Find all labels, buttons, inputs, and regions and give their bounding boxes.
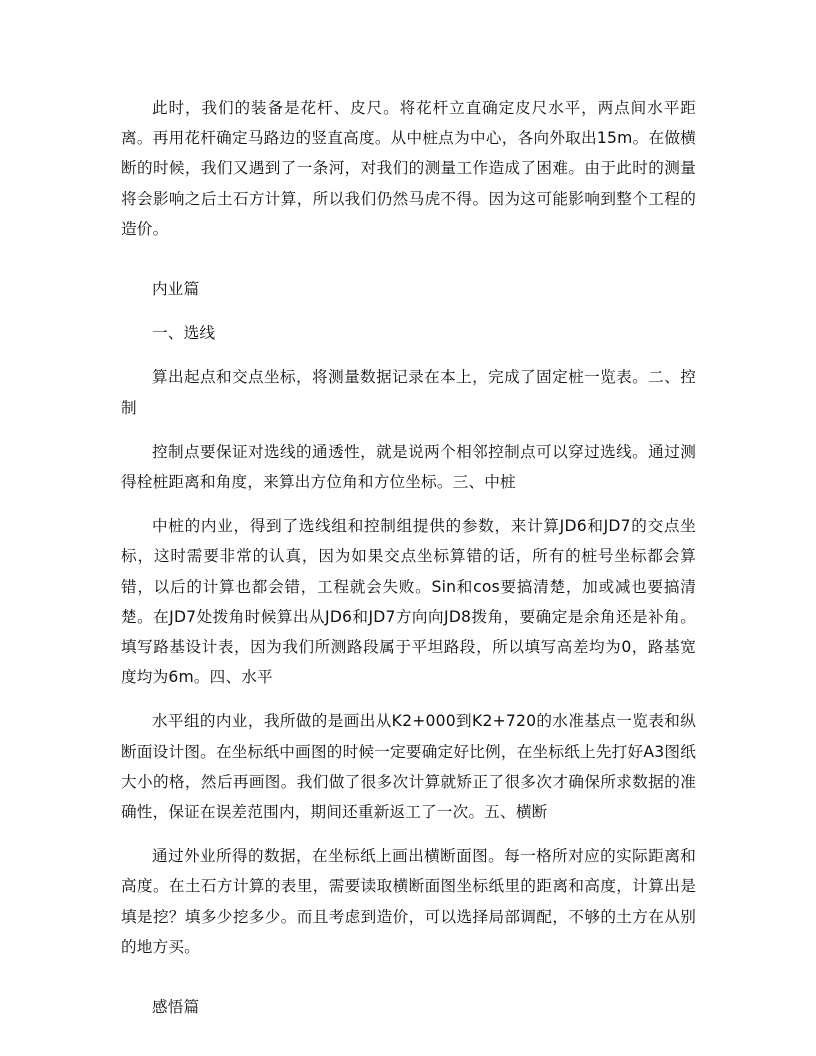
paragraph-zhongzhuang: 中桩的内业，得到了选线组和控制组提供的参数，来计算JD6和JD7的交点坐标，这时需要非常的认真，因为如果交点坐标算错的话，所有的桩号坐标都会算错，以后的计算也都会错，工程就会失败。Sin和cos要搞清楚，加或减也要搞清楚。在JD7处拨角时候算出从JD6和JD7方向向JD8拨角，要确定是余角还是补角。填写路基设计表，因为我们所测路段属于平坦路段，所以填写高差均为0，路基宽度均为6m。四、水平: [121, 517, 696, 687]
spacer: [121, 304, 696, 318]
subheading-xuanxian: 一、选线: [152, 324, 216, 343]
spacer: [121, 423, 696, 437]
document-body: [121, 93, 696, 1022]
spacer: [121, 692, 696, 706]
section-heading-ganwu: 感悟篇: [152, 998, 200, 1017]
spacer: [121, 827, 696, 841]
paragraph-kongzhi: 控制点要保证对选线的通透性，就是说两个相邻控制点可以穿过选线。通过测得栓桩距离和角度，来算出方位角和方位坐标。三、中桩: [121, 442, 696, 492]
section-heading-neiye: 内业篇: [152, 280, 200, 299]
paragraph-shuiping: 水平组的内业，我所做的是画出从K2+000到K2+720的水准基点一览表和纵断面设计图。在坐标纸中画图的时候一定要确定好比例，在坐标纸上先打好A3图纸大小的格，然后再画图。我们做了很多次计算就矫正了很多次才确保所求数据的准确性，保证在误差范围内，期间还重新返工了一次。五、横断: [121, 712, 696, 822]
spacer: [121, 244, 696, 274]
paragraph-xuanxian: 算出起点和交点坐标，将测量数据记录在本上，完成了固定桩一览表。二、控制: [121, 368, 696, 417]
paragraph-hengduan: 通过外业所得的数据，在坐标纸上画出横断面图。每一格所对应的实际距离和高度。在土石方计算的表里，需要读取横断面图坐标纸里的距离和高度，计算出是填是挖？填多少挖多少。而且考虑到造价，可以选择局部调配，不够的土方在从别的地方买。: [121, 847, 696, 956]
spacer: [121, 497, 696, 511]
paragraph-field-measurement: 此时，我们的装备是花杆、皮尺。将花杆立直确定皮尺水平，两点间水平距离。再用花杆确定马路边的竖直高度。从中桩点为中心，各向外取出15m。在做横断的时候，我们又遇到了一条河，对我们的测量工作造成了困难。由于此时的测量将会影响之后土石方计算，所以我们仍然马虎不得。因为这可能影响到整个工程的造价。: [121, 99, 696, 238]
spacer: [121, 962, 696, 992]
spacer: [121, 348, 696, 362]
